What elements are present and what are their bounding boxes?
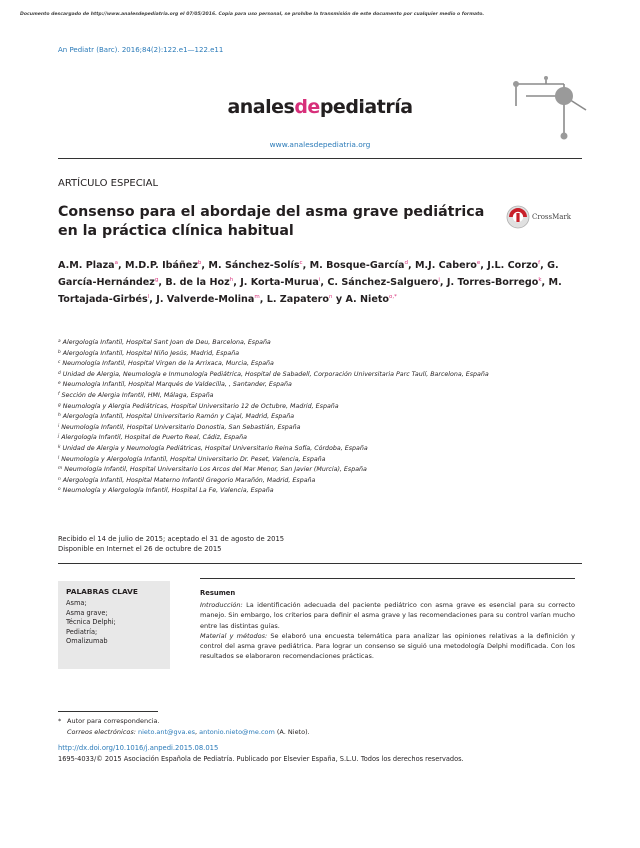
journal-logo bbox=[0, 96, 640, 118]
author bbox=[240, 277, 327, 288]
affiliation-text: Neumología Infantil, Hospital Universitario Donostia, San Sebastián, España bbox=[61, 423, 301, 431]
affiliation-item bbox=[58, 390, 578, 401]
abstract-methods-label: Material y métodos: bbox=[200, 631, 268, 640]
author-name: C. Sánchez-Salguero bbox=[327, 277, 439, 289]
keywords-heading: PALABRAS CLAVE bbox=[66, 587, 138, 596]
author-name: M. Sánchez-Solís bbox=[208, 260, 300, 271]
article-title bbox=[58, 203, 498, 241]
abstract-intro-text: La identificación adecuada del paciente pediátrico con asma grave es esencial para su correcto manejo. Sin embargo, los criterios para definir el asma grave y las recomendaciones para su control varían mucho entre las distintas guías. bbox=[200, 601, 575, 630]
affiliation-item bbox=[58, 369, 578, 380]
author-separator: , bbox=[320, 277, 328, 289]
affiliation-item bbox=[58, 485, 578, 496]
author-name: B. de la Hoz bbox=[165, 277, 230, 289]
correspondence-footnote bbox=[58, 716, 310, 737]
affiliation-mark: a bbox=[58, 339, 61, 344]
author bbox=[345, 294, 396, 305]
footnote-text: Autor para correspondencia. bbox=[67, 717, 160, 725]
author bbox=[487, 260, 547, 271]
affiliation-mark: d bbox=[58, 370, 61, 376]
copyright-notice: 1695-4033/© 2015 Asociación Española de Pediatría. Publicado por Elsevier España, S.L.U. Todos los derechos reservados. bbox=[58, 755, 464, 763]
affiliation-item bbox=[58, 358, 578, 369]
affiliation-item bbox=[58, 422, 578, 433]
keyword-item: Técnica Delphi; bbox=[66, 618, 116, 627]
affiliation-item bbox=[58, 411, 578, 422]
download-notice: Documento descargado de http://www.analesdepediatria.org el 07/05/2016. Copia para uso personal, se prohíbe la transmisión de este documento por cualquier medio o formato. bbox=[20, 12, 485, 17]
affiliation-text: Neumología Infantil, Hospital Universitario Los Arcos del Mar Menor, San Javier (Murcia), España bbox=[64, 466, 367, 474]
author-separator: , bbox=[233, 277, 241, 289]
header-divider bbox=[58, 158, 582, 159]
author-name: M.J. Cabero bbox=[414, 260, 477, 271]
crossmark-icon bbox=[506, 205, 530, 229]
author-affiliation-mark[interactable]: m bbox=[254, 294, 260, 301]
author-name: A. Nieto bbox=[345, 294, 390, 306]
author-affiliation-mark[interactable]: l bbox=[147, 294, 150, 301]
author bbox=[447, 277, 549, 288]
author-affiliation-mark[interactable]: o,* bbox=[389, 294, 397, 301]
author-name: A.M. Plaza bbox=[58, 260, 115, 271]
crossmark-label: CrossMark bbox=[532, 213, 572, 221]
received-date: Recibido el 14 de julio de 2015; aceptado el 31 de agosto de 2015 bbox=[58, 535, 285, 543]
author-separator: , bbox=[259, 294, 267, 306]
doi-link[interactable]: http://dx.doi.org/10.1016/j.anpedi.2015.08.015 bbox=[58, 744, 219, 752]
author-name: L. Zapatero bbox=[266, 294, 329, 306]
author-name: M. Bosque-García bbox=[309, 260, 405, 271]
footnote-marker: * bbox=[58, 717, 62, 725]
author-separator: , bbox=[149, 294, 157, 306]
abstract-body bbox=[200, 600, 575, 662]
author-separator: y bbox=[332, 294, 346, 306]
journal-url-link[interactable]: www.analesdepediatria.org bbox=[269, 140, 371, 149]
author-affiliation-mark[interactable]: i bbox=[318, 277, 321, 284]
keywords-box bbox=[58, 581, 170, 669]
section-label: ARTÍCULO ESPECIAL bbox=[58, 178, 159, 189]
affiliation-text: Unidad de Alergia y Neumología Pediátricas, Hospital Universitario Reina Sofía, Córdoba, España bbox=[62, 444, 368, 452]
affiliation-mark: l bbox=[58, 455, 60, 461]
author-separator: , bbox=[407, 260, 415, 271]
author-separator: , bbox=[302, 260, 310, 271]
affiliation-item bbox=[58, 401, 578, 412]
affiliation-item bbox=[58, 454, 578, 465]
author-affiliation-mark[interactable]: n bbox=[329, 294, 333, 301]
article-dates bbox=[58, 534, 284, 554]
author-list bbox=[58, 256, 588, 308]
affiliation-text: Alergología Infantil, Hospital de Puerto Real, Cádiz, España bbox=[61, 434, 247, 442]
affiliation-mark: m bbox=[58, 466, 63, 472]
affiliation-mark: f bbox=[58, 391, 60, 397]
author-separator: , bbox=[541, 277, 549, 289]
author-affiliation-mark[interactable]: f bbox=[538, 260, 541, 266]
abstract-heading: Resumen bbox=[200, 589, 236, 597]
author-separator: , bbox=[480, 260, 488, 271]
author-name: J. Korta-Murua bbox=[240, 277, 319, 289]
author-name: M. Tortajada-Girbés bbox=[58, 277, 562, 306]
author bbox=[165, 277, 240, 288]
author bbox=[125, 260, 208, 271]
abstract-methods-text: Se elaboró una encuesta telemática para analizar las opiniones relativas a la definición y control del asma grave pediátrica. Para lograr un consenso se siguió una metodología Delphi modificada. Con los resultados se elaboraron recomendaciones prácticas. bbox=[200, 631, 575, 661]
affiliation-list bbox=[58, 337, 578, 496]
author-affiliation-mark[interactable]: a bbox=[114, 260, 119, 266]
affiliation-item bbox=[58, 379, 578, 390]
author bbox=[415, 260, 487, 271]
author-affiliation-mark[interactable]: k bbox=[538, 277, 542, 284]
affiliation-mark: k bbox=[58, 444, 61, 450]
author-separator: , bbox=[118, 260, 126, 271]
author bbox=[327, 277, 447, 288]
footnote-divider bbox=[58, 711, 158, 712]
affiliation-text: Neumología y Alergología Infantil, Hospital Universitario Dr. Peset, Valencia, España bbox=[61, 455, 326, 463]
author-affiliation-mark[interactable]: h bbox=[229, 277, 234, 284]
keyword-item: Pediatría; bbox=[66, 627, 98, 636]
author-name: M.D.P. Ibáñez bbox=[125, 260, 198, 271]
email-link-1[interactable]: nieto.ant@gva.es bbox=[138, 727, 195, 736]
email-suffix: (A. Nieto). bbox=[274, 727, 310, 736]
affiliation-item bbox=[58, 432, 578, 443]
author-separator: , bbox=[201, 260, 209, 271]
author-affiliation-mark[interactable]: b bbox=[197, 260, 202, 266]
affiliation-item bbox=[58, 464, 578, 475]
affiliation-mark: o bbox=[58, 487, 61, 493]
affiliation-mark: j bbox=[58, 434, 60, 440]
email-link-2[interactable]: antonio.nieto@me.com bbox=[199, 727, 275, 736]
affiliation-text: Neumología y Alergia Pediátricas, Hospital Universitario 12 de Octubre, Madrid, España bbox=[62, 402, 339, 410]
affiliation-text: Alergología Infantil, Hospital Niño Jesús, Madrid, España bbox=[62, 349, 240, 357]
author-separator: , bbox=[540, 260, 548, 271]
journal-citation[interactable]: An Pediatr (Barc). 2016;84(2):122.e1—122.e11 bbox=[58, 46, 224, 54]
author bbox=[208, 260, 309, 271]
affiliation-mark: e bbox=[58, 381, 61, 387]
crossmark-badge[interactable] bbox=[506, 203, 586, 231]
affiliation-item bbox=[58, 475, 578, 486]
journal-logo-part1: anales bbox=[227, 96, 295, 118]
author-affiliation-mark[interactable]: d bbox=[404, 260, 408, 266]
author-affiliation-mark[interactable]: g bbox=[154, 277, 159, 284]
title-line-2: en la práctica clínica habitual bbox=[58, 223, 294, 239]
journal-logo-part3: pediatría bbox=[319, 96, 413, 118]
author-separator: , bbox=[158, 277, 166, 289]
affiliation-item bbox=[58, 348, 578, 359]
affiliation-text: Neumología y Alergología Infantil, Hospital La Fe, Valencia, España bbox=[62, 487, 274, 495]
affiliation-text: Unidad de Alergia, Neumología e Inmunología Pediátrica, Hospital de Sabadell, Corporación Universitaria Parc Taulí, Barcelona, España bbox=[62, 370, 489, 378]
email-label: Correos electrónicos: bbox=[67, 727, 136, 736]
abstract-intro-label: Introducción: bbox=[200, 601, 243, 609]
author-affiliation-mark[interactable]: c bbox=[299, 260, 303, 266]
affiliation-text: Alergología Infantil, Hospital Universitario Ramón y Cajal, Madrid, España bbox=[62, 413, 295, 421]
author bbox=[310, 260, 415, 271]
dates-divider bbox=[58, 563, 582, 564]
author-affiliation-mark[interactable]: j bbox=[438, 277, 440, 284]
keyword-item: Asma; bbox=[66, 599, 87, 607]
affiliation-mark: b bbox=[58, 349, 61, 355]
affiliation-text: Alergología Infantil, Hospital Sant Joan de Deu, Barcelona, España bbox=[62, 339, 271, 346]
affiliation-text: Sección de Alergia Infantil, HMI, Málaga, España bbox=[61, 391, 214, 399]
author-name: G. García-Hernández bbox=[58, 260, 559, 289]
affiliation-mark: i bbox=[58, 423, 60, 429]
affiliation-mark: h bbox=[58, 413, 61, 419]
author-name: J.L. Corzo bbox=[487, 260, 539, 271]
affiliation-text: Neumología Infantil, Hospital Marqués de Valdecilla, , Santander, España bbox=[62, 381, 292, 389]
author-name: J. Valverde-Molina bbox=[156, 294, 255, 306]
affiliation-text: Neumología Infantil, Hospital Virgen de la Arrixaca, Murcia, España bbox=[62, 360, 274, 368]
author bbox=[58, 260, 125, 271]
author bbox=[156, 294, 266, 305]
affiliation-item bbox=[58, 337, 578, 348]
affiliation-mark: g bbox=[58, 402, 61, 408]
author-affiliation-mark[interactable]: e bbox=[476, 260, 481, 266]
affiliation-mark: c bbox=[58, 360, 61, 366]
email-separator: , bbox=[194, 727, 200, 736]
affiliation-text: Alergología Infantil, Hospital Materno Infantil Gregorio Marañón, Madrid, España bbox=[62, 476, 316, 484]
title-line-1: Consenso para el abordaje del asma grave pediátrica bbox=[58, 204, 485, 220]
author bbox=[267, 294, 346, 305]
affiliation-item bbox=[58, 443, 578, 454]
keyword-item: Omalizumab bbox=[66, 637, 108, 646]
keyword-item: Asma grave; bbox=[66, 608, 108, 617]
affiliation-mark: n bbox=[58, 476, 61, 482]
abstract-divider bbox=[200, 578, 575, 579]
online-date: Disponible en Internet el 26 de octubre de 2015 bbox=[58, 545, 222, 554]
author-separator: , bbox=[439, 277, 447, 289]
author-name: J. Torres-Borrego bbox=[446, 277, 539, 289]
journal-logo-part2: de bbox=[294, 96, 320, 118]
